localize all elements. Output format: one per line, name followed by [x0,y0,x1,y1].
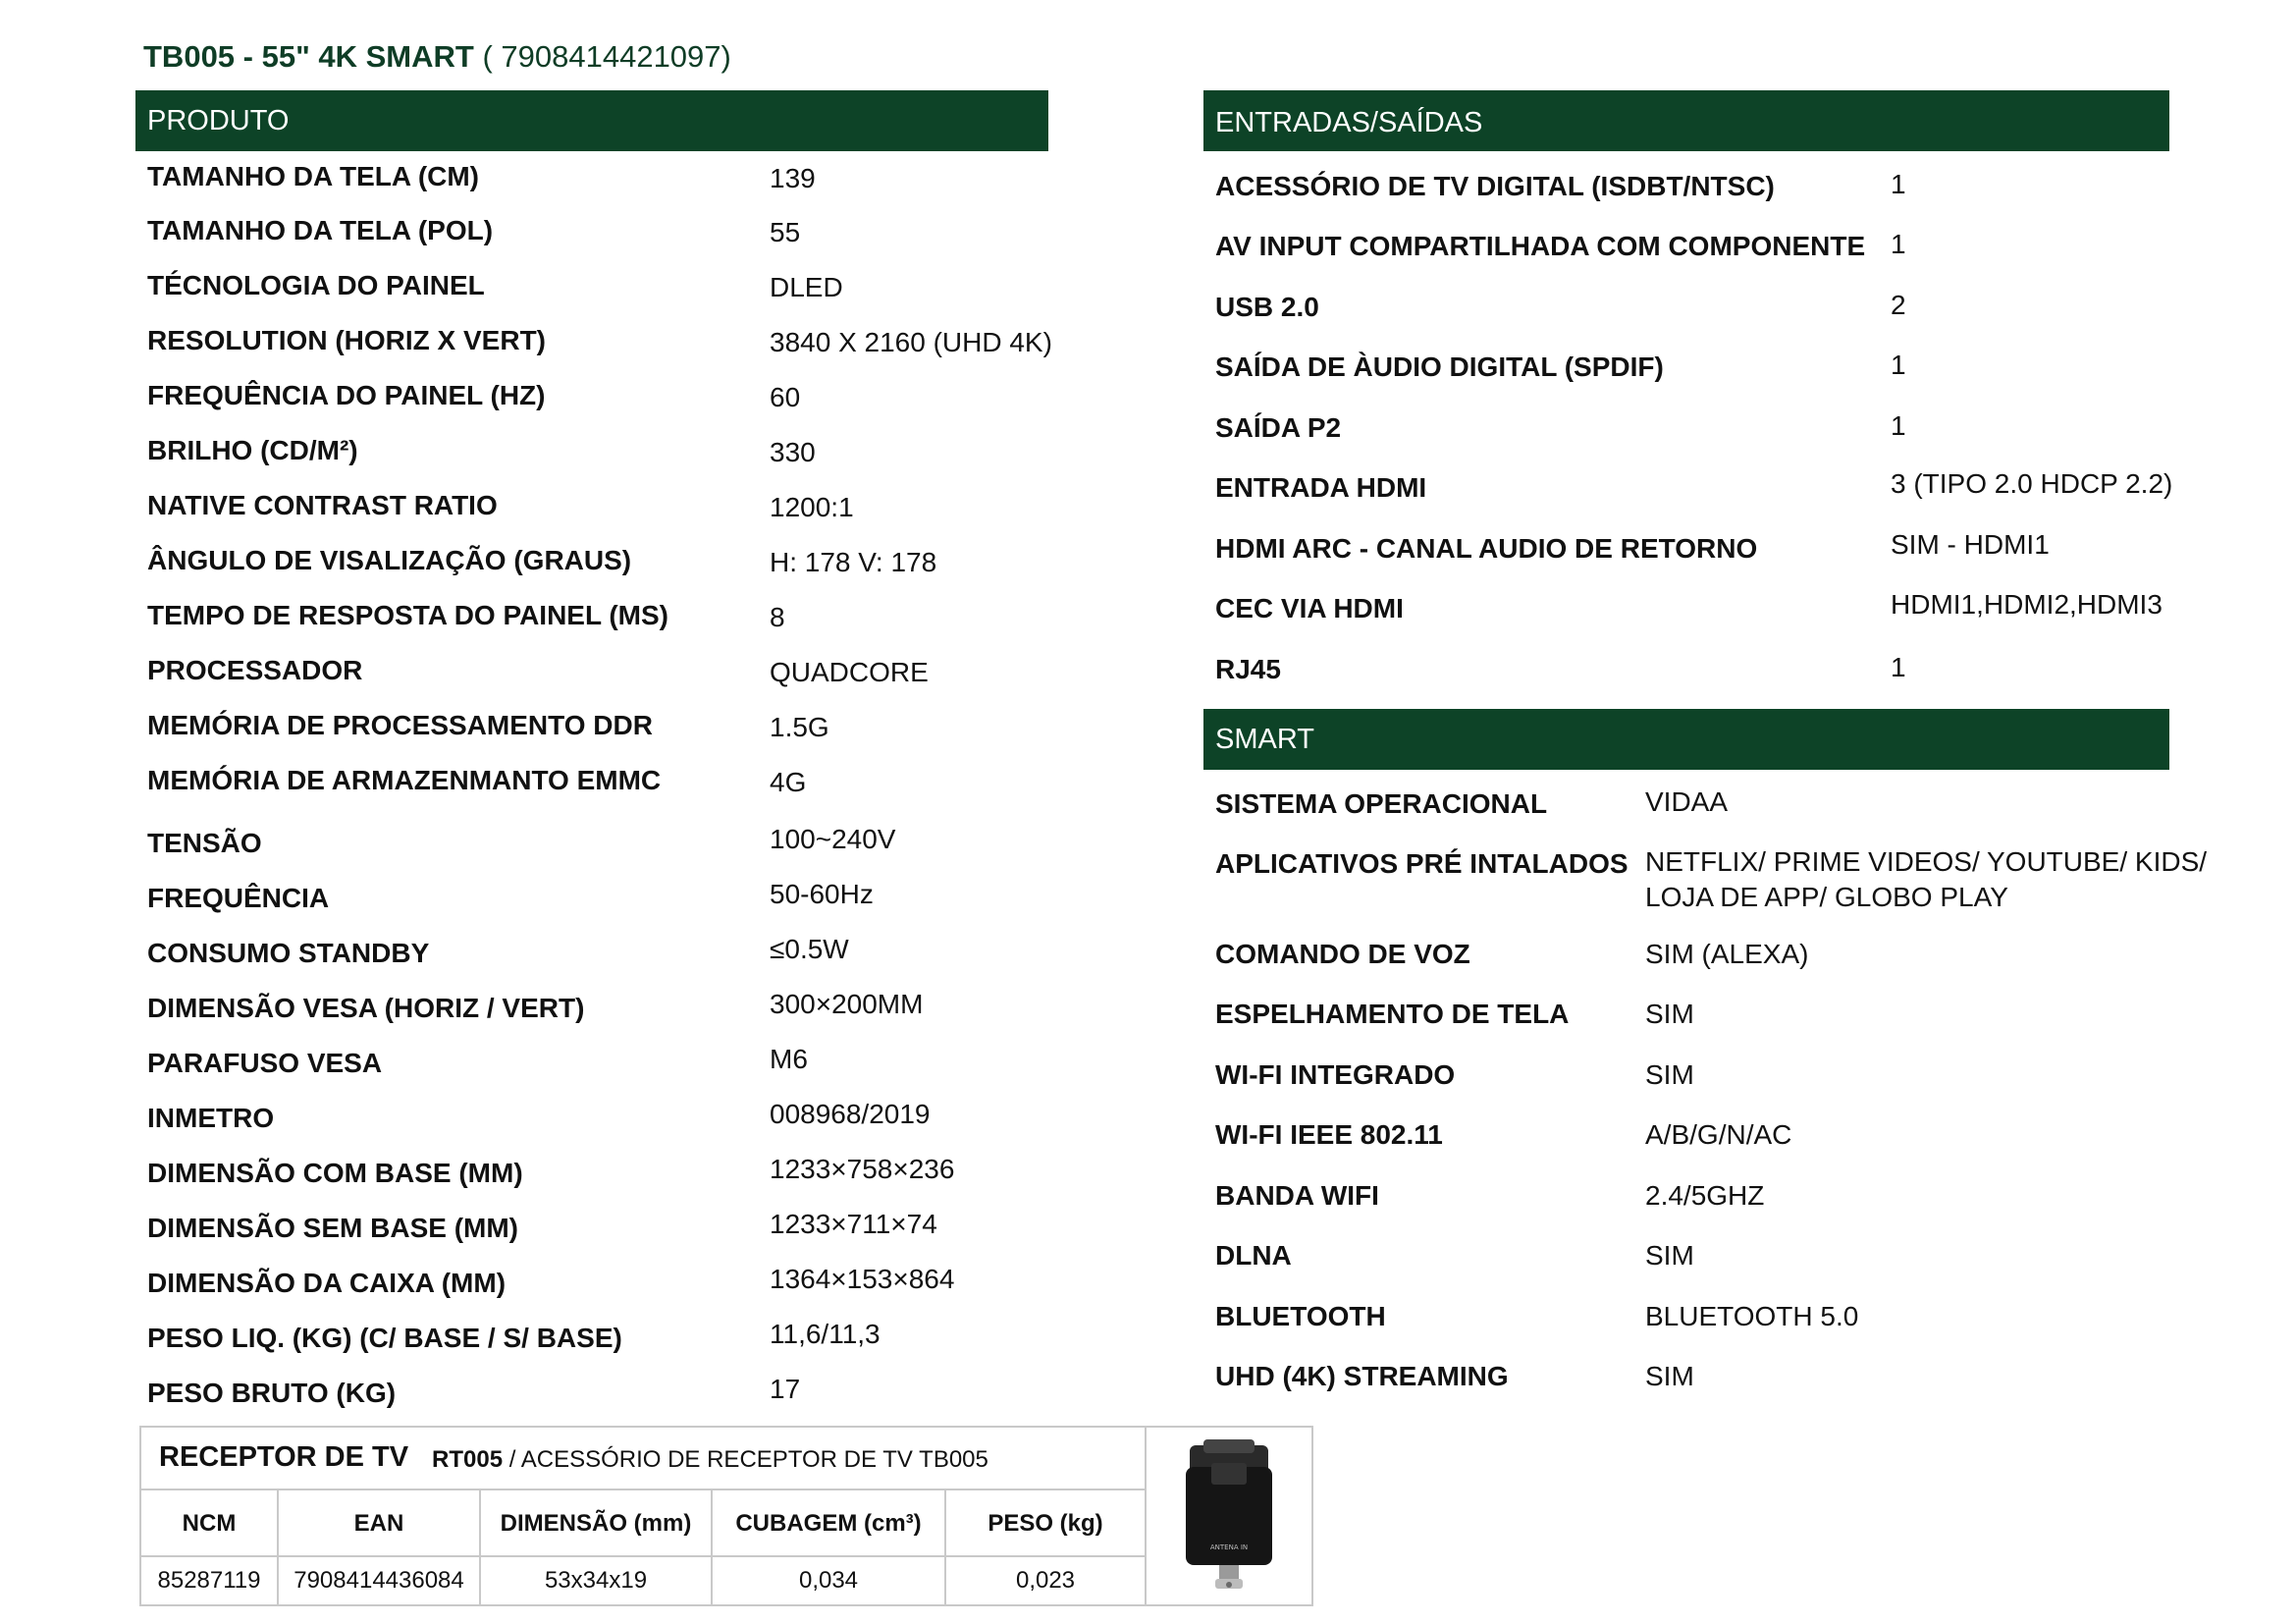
spec-label: CONSUMO STANDBY [147,938,430,968]
spec-value: 1233×711×74 [770,1209,937,1239]
spec-value: 1364×153×864 [770,1264,955,1294]
spec-label: PESO LIQ. (KG) (C/ BASE / S/ BASE) [147,1323,622,1353]
spec-label: APLICATIVOS PRÉ INTALADOS [1215,848,1629,879]
spec-label: DLNA [1215,1240,1292,1271]
receptor-product-image [1147,1428,1311,1604]
spec-value: 3840 X 2160 (UHD 4K) [770,327,1052,357]
spec-value: 1 [1891,229,1906,259]
tv-receiver-icon [1147,1428,1311,1604]
receptor-val-dimensao: 53x34x19 [544,1567,648,1594]
spec-value: 330 [770,437,816,467]
spec-label: WI-FI IEEE 802.11 [1215,1119,1443,1150]
section-produto [135,90,1048,151]
spec-label: TAMANHO DA TELA (POL) [147,215,494,245]
spec-value: 1 [1891,652,1906,682]
spec-label: ACESSÓRIO DE TV DIGITAL (ISDBT/NTSC) [1215,171,1775,201]
spec-label: PROCESSADOR [147,655,363,685]
spec-label: FREQUÊNCIA [147,883,330,913]
spec-label: MEMÓRIA DE ARMAZENMANTO EMMC [147,765,662,795]
receptor-head-dimensao: DIMENSÃO (mm) [500,1510,692,1537]
spec-label: ESPELHAMENTO DE TELA [1215,999,1570,1029]
spec-label: MEMÓRIA DE PROCESSAMENTO DDR [147,710,653,740]
spec-value: 4G [770,767,807,797]
spec-value: 100~240V [770,824,896,854]
spec-label: UHD (4K) STREAMING [1215,1361,1509,1391]
spec-value: M6 [770,1044,808,1074]
spec-value: 60 [770,382,801,412]
spec-value: HDMI1,HDMI2,HDMI3 [1891,589,2163,620]
model-name: TB005 - 55" 4K SMART [143,39,474,74]
spec-label: TEMPO DE RESPOSTA DO PAINEL (MS) [147,600,669,630]
spec-value: VIDAA [1645,786,1729,817]
spec-value: ≤0.5W [770,934,849,964]
receptor-head-cubagem: CUBAGEM (cm³) [735,1510,922,1537]
spec-value: A/B/G/N/AC [1645,1119,1792,1150]
section-smart [1203,709,2169,770]
spec-label: TAMANHO DA TELA (CM) [147,161,480,191]
spec-label: DIMENSÃO COM BASE (MM) [147,1158,523,1188]
spec-label: ENTRADA HDMI [1215,472,1427,503]
receptor-val-cubagem: 0,034 [798,1567,859,1594]
spec-label: SISTEMA OPERACIONAL [1215,788,1548,819]
spec-value-continued: LOJA DE APP/ GLOBO PLAY [1645,882,2008,912]
spec-value: 3 (TIPO 2.0 HDCP 2.2) [1891,468,2173,499]
spec-value: NETFLIX/ PRIME VIDEOS/ YOUTUBE/ KIDS/ [1645,846,2208,877]
spec-value: 139 [770,163,816,193]
spec-value: 2 [1891,290,1906,320]
document-title [143,39,731,75]
receptor-head-ncm: NCM [182,1510,237,1537]
spec-label: FREQUÊNCIA DO PAINEL (HZ) [147,380,546,410]
receptor-header [141,1428,1145,1490]
receptor-head-ean: EAN [353,1510,404,1537]
spec-label: DIMENSÃO SEM BASE (MM) [147,1213,518,1243]
receptor-table [139,1426,1313,1606]
spec-label: COMANDO DE VOZ [1215,939,1470,969]
section-entradas [1203,90,2169,151]
receptor-val-ean: 7908414436084 [294,1567,464,1594]
spec-label: USB 2.0 [1215,292,1319,322]
spec-label: RESOLUTION (HORIZ X VERT) [147,325,546,355]
spec-label: PARAFUSO VESA [147,1048,383,1078]
spec-label: NATIVE CONTRAST RATIO [147,490,498,520]
spec-label: DIMENSÃO DA CAIXA (MM) [147,1268,507,1298]
spec-value: 11,6/11,3 [770,1319,881,1349]
receptor-code: RT005 [432,1446,504,1473]
spec-label: CEC VIA HDMI [1215,593,1404,623]
receptor-val-peso: 0,023 [1015,1567,1076,1594]
receptor-desc-text: / ACESSÓRIO DE RECEPTOR DE TV TB005 [503,1446,988,1473]
spec-label: HDMI ARC - CANAL AUDIO DE RETORNO [1215,533,1758,564]
spec-label: TENSÃO [147,828,262,858]
spec-value: SIM (ALEXA) [1645,939,1809,969]
spec-value: 17 [770,1374,801,1404]
spec-value: 1.5G [770,712,829,742]
receptor-image-label: ANTENA IN [1209,1543,1249,1551]
spec-label: RJ45 [1215,654,1281,684]
spec-value: 1200:1 [770,492,854,522]
spec-value: 300×200MM [770,989,924,1019]
receptor-head-peso: PESO (kg) [988,1510,1103,1537]
spec-label: PESO BRUTO (KG) [147,1378,397,1408]
spec-label: TÉCNOLOGIA DO PAINEL [147,270,485,300]
section-header-smart: SMART [1203,709,2169,770]
spec-value: H: 178 V: 178 [770,547,937,577]
spec-value: 1 [1891,410,1906,441]
spec-value: SIM [1645,999,1694,1029]
section-header-produto: PRODUTO [135,90,1048,151]
spec-value: DLED [770,272,843,302]
spec-value: 1 [1891,350,1906,380]
model-ean: ( 7908414421097) [482,39,731,74]
spec-value: 55 [770,217,801,247]
spec-value: 2.4/5GHZ [1645,1180,1765,1211]
spec-label: AV INPUT COMPARTILHADA COM COMPONENTE [1215,231,1866,261]
spec-value: 50-60Hz [770,879,874,909]
spec-label: DIMENSÃO VESA (HORIZ / VERT) [147,993,585,1023]
receptor-row-divider [141,1555,1145,1557]
spec-label: INMETRO [147,1103,275,1133]
spec-value: SIM - HDMI1 [1891,529,2050,560]
spec-value: 008968/2019 [770,1099,931,1129]
spec-value: 1 [1891,169,1906,199]
spec-value: 8 [770,602,785,632]
spec-label: SAÍDA DE ÀUDIO DIGITAL (SPDIF) [1215,352,1664,382]
spec-label: BANDA WIFI [1215,1180,1379,1211]
spec-label: SAÍDA P2 [1215,412,1342,443]
spec-value: QUADCORE [770,657,929,687]
section-header-entradas: ENTRADAS/SAÍDAS [1203,90,2169,151]
spec-value: 1233×758×236 [770,1154,955,1184]
spec-label: BLUETOOTH [1215,1301,1386,1331]
receptor-description [432,1446,988,1474]
spec-label: WI-FI INTEGRADO [1215,1059,1456,1090]
receptor-title: RECEPTOR DE TV [159,1441,409,1473]
spec-value: SIM [1645,1240,1694,1271]
spec-label: BRILHO (CD/M²) [147,435,358,465]
receptor-val-ncm: 85287119 [157,1567,261,1594]
spec-value: SIM [1645,1059,1694,1090]
spec-value: BLUETOOTH 5.0 [1645,1301,1859,1331]
spec-label: ÂNGULO DE VISALIZAÇÃO (GRAUS) [147,545,632,575]
spec-value: SIM [1645,1361,1694,1391]
